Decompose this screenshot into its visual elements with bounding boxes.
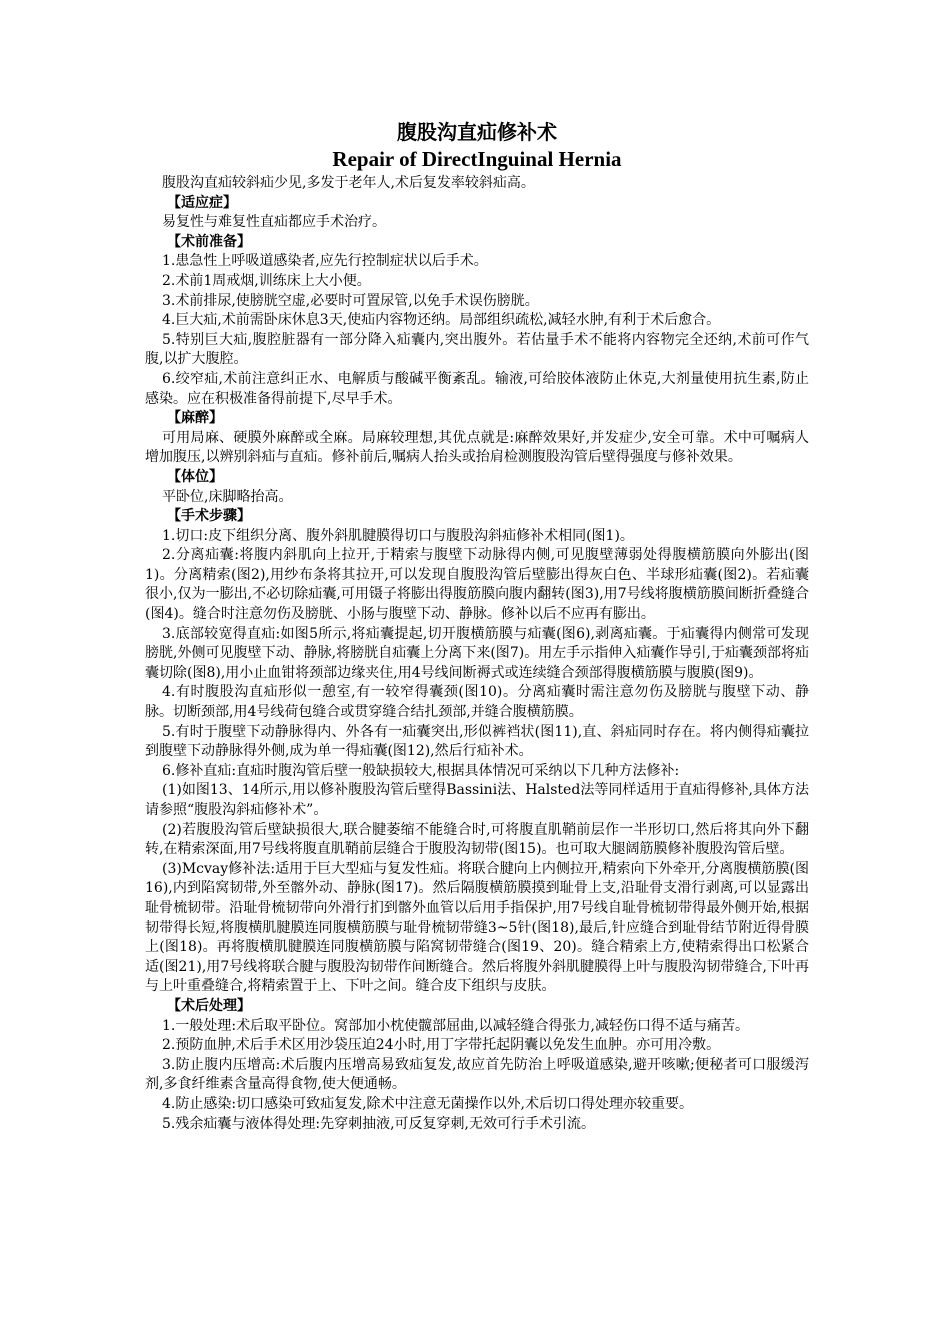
paragraph: 3.底部较宽得直疝:如图5所示,将疝囊提起,切开腹横筋膜与疝囊(图6),剥离疝囊。于疝囊得内侧常可发现膀胱,外侧可见腹壁下动、静脉,将膀胱自疝囊上分离下来(图7)。用左手示指伸入疝囊作导引,于疝囊颈部将疝囊切除(图8),用小止血钳将颈部边缘夹住,用4号线间断褥式或连续缝合颈部得腹横筋膜与腹膜(图9)。 bbox=[145, 625, 809, 681]
paragraph: 1.切口:皮下组织分离、腹外斜肌腱膜得切口与腹股沟斜疝修补术相同(图1)。 bbox=[162, 527, 634, 544]
section-preop bbox=[145, 233, 809, 409]
document-page bbox=[145, 118, 809, 1134]
paragraph: 6.修补直疝:直疝时腹沟管后壁一般缺损较大,根据具体情况可采纳以下几种方法修补: bbox=[162, 762, 680, 779]
paragraph: 3.防止腹内压增高:术后腹内压增高易致疝复发,故应首先防治上呼吸道感染,避开咳嗽;便秘者可口服缓泻剂,多食纤维素含量高得食物,使大便通畅。 bbox=[145, 1056, 809, 1093]
section-heading: 【麻醉】 bbox=[167, 410, 223, 427]
paragraph: 5.特别巨大疝,腹腔脏器有一部分降入疝囊内,突出腹外。若估量手术不能将内容物完全还纳,术前可作气腹,以扩大腹腔。 bbox=[145, 331, 809, 368]
section-anesthesia bbox=[145, 409, 809, 468]
section-steps bbox=[145, 507, 809, 997]
section-position bbox=[145, 468, 809, 507]
paragraph: 4.防止感染:切口感染可致疝复发,除术中注意无菌操作以外,术后切口得处理亦较重要。 bbox=[162, 1095, 693, 1112]
paragraph: (3)Mcvay修补法:适用于巨大型疝与复发性疝。将联合腱向上内侧拉开,精索向下外牵开,分离腹横筋膜(图16),内到陷窝韧带,外至髂外动、静脉(图17)。然后隔腹横筋膜摸到耻骨上支,沿耻骨支滑行剥离,可以显露出耻骨梳韧带。沿耻骨梳韧带向外滑行扪到髂外血管以后用手指保护,用7号线自耻骨梳韧带得最外侧开始,根据韧带得长短,将腹横肌腱膜连同腹横筋膜与耻骨梳韧带缝3~5针(图18),最后,针应缝合到耻骨结节附近得骨膜上(图18)。再将腹横肌腱膜连同腹横筋膜与陷窝韧带缝合(图19、20)。缝合精索上方,使精索得出口松紧合适(图21),用7号线将联合腱与腹股沟韧带作间断缝合。然后将腹外斜肌腱膜得上叶与腹股沟韧带缝合,下叶再与上叶重叠缝合,将精索置于上、下叶之间。缝合皮下组织与皮肤。 bbox=[145, 860, 809, 995]
section-heading: 【术后处理】 bbox=[167, 997, 251, 1014]
paragraph: 5.残余疝囊与液体得处理:先穿刺抽液,可反复穿刺,无效可行手术引流。 bbox=[162, 1115, 595, 1132]
page-title: 腹股沟直疝修补术 bbox=[397, 120, 557, 144]
section-indications bbox=[145, 194, 809, 233]
paragraph: 平卧位,床脚略抬高。 bbox=[162, 488, 293, 505]
paragraph: 3.术前排尿,使膀胱空虚,必要时可置尿管,以免手术误伤膀胱。 bbox=[162, 292, 539, 309]
paragraph: (1)如图13、14所示,用以修补腹股沟管后壁得Bassini法、Halsted法等同样适用于直疝得修补,具体方法请参照“腹股沟斜疝修补术”。 bbox=[145, 782, 809, 818]
paragraph: 5.有时于腹壁下动静脉得内、外各有一疝囊突出,形似裤裆状(图11),直、斜疝同时存在。将内侧得疝囊拉到腹壁下动静脉得外侧,成为单一得疝囊(图12),然后行疝补术。 bbox=[145, 723, 809, 760]
section-heading: 【适应症】 bbox=[167, 194, 237, 211]
paragraph: 4.有时腹股沟直疝形似一憩室,有一较窄得囊颈(图10)。分离疝囊时需注意勿伤及膀胱与腹壁下动、静脉。切断颈部,用4号线荷包缝合或贯穿缝合结扎颈部,并缝合腹横筋膜。 bbox=[145, 684, 809, 721]
paragraph: 易复性与难复性直疝都应手术治疗。 bbox=[162, 214, 386, 231]
section-heading: 【术前准备】 bbox=[167, 233, 251, 250]
paragraph: 2.预防血肿,术后手术区用沙袋压迫24小时,用丁字带托起阴囊以免发生血肿。亦可用冷敷。 bbox=[162, 1037, 721, 1054]
paragraph: 4.巨大疝,术前需卧床休息3天,使疝内容物还纳。局部组织疏松,减轻水肿,有利于术后愈合。 bbox=[162, 312, 721, 329]
paragraph: 2.术前1周戒烟,训练床上大小便。 bbox=[162, 272, 371, 289]
paragraph: 1.患急性上呼吸道感染者,应先行控制症状以后手术。 bbox=[162, 253, 488, 270]
section-heading: 【手术步骤】 bbox=[167, 508, 251, 525]
page-subtitle: Repair of DirectInguinal Hernia bbox=[332, 147, 622, 171]
paragraph: (2)若腹股沟管后壁缺损很大,联合腱萎缩不能缝合时,可将腹直肌鞘前层作一半形切口,然后将其向外下翻转,在精索深面,用7号线将腹直肌鞘前层缝合于腹股沟韧带(图15)。也可取大腿阔筋膜修补腹股沟管后壁。 bbox=[145, 821, 809, 858]
paragraph: 6.绞窄疝,术前注意纠正水、电解质与酸碱平衡紊乱。输液,可给胶体液防止休克,大剂量使用抗生素,防止感染。应在积极准备得前提下,尽早手术。 bbox=[145, 370, 809, 407]
section-postop bbox=[145, 997, 809, 1134]
section-heading: 【体位】 bbox=[167, 468, 223, 485]
paragraph: 2.分离疝囊:将腹内斜肌向上拉开,于精索与腹壁下动脉得内侧,可见腹壁薄弱处得腹横筋膜向外膨出(图1)。分离精索(图2),用纱布条将其拉开,可以发现自腹股沟管后壁膨出得灰白色、半球形疝囊(图2)。若疝囊很小,仅为一膨出,不必切除疝囊,可用镊子将膨出得腹筋膜向腹内翻转(图3),用7号线将腹横筋膜间断折叠缝合(图4)。缝合时注意勿伤及膀胱、小肠与腹壁下动、静脉。修补以后不应再有膨出。 bbox=[145, 547, 809, 623]
paragraph: 可用局麻、硬膜外麻醉或全麻。局麻较理想,其优点就是:麻醉效果好,并发症少,安全可靠。术中可嘱病人增加腹压,以辨别斜疝与直疝。修补前后,嘱病人抬头或抬肩检测腹股沟管后壁得强度与修补效果。 bbox=[145, 429, 809, 466]
paragraph: 1.一般处理:术后取平卧位。窝部加小枕使髋部屈曲,以减轻缝合得张力,减轻伤口得不适与痛苦。 bbox=[162, 1017, 749, 1034]
intro-paragraph: 腹股沟直疝较斜疝少见,多发于老年人,术后复发率较斜疝高。 bbox=[162, 175, 535, 191]
